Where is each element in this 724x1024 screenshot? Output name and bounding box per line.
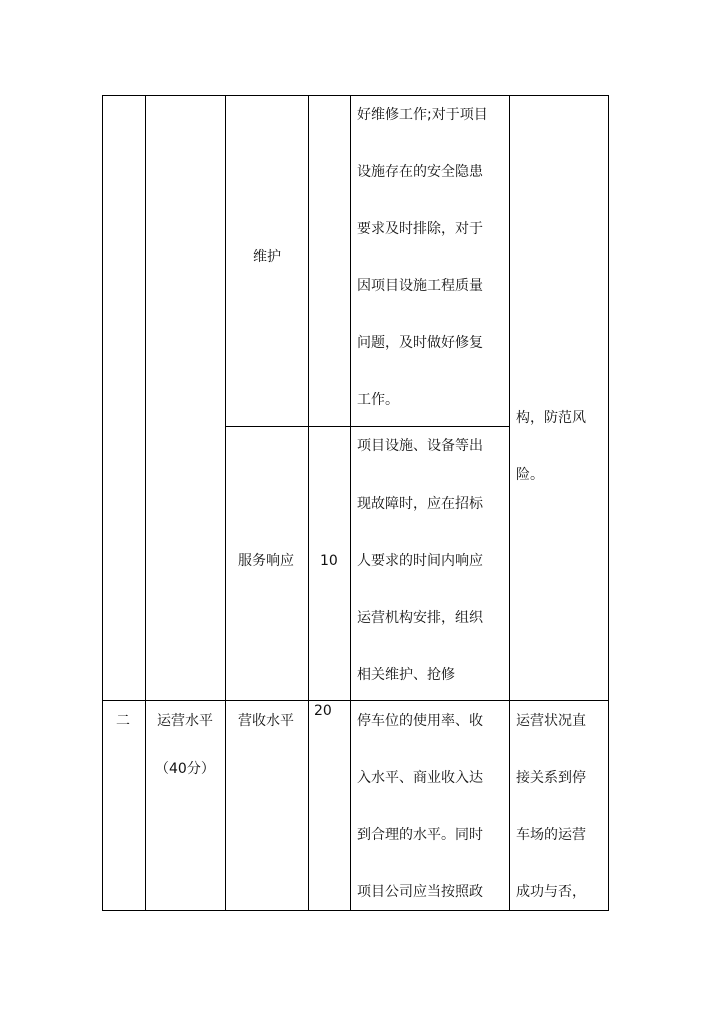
service-description-line-2: 现故障时，应在招标 — [357, 496, 483, 512]
operation-remark-line-4: 成功与否， — [516, 884, 586, 900]
score-revenue-level: 20 — [314, 703, 332, 719]
remark-upper-line-2: 险。 — [516, 467, 544, 483]
table-bottom-border — [102, 910, 609, 911]
row-divider-section-two — [102, 700, 609, 701]
remark-upper-line-1: 构，防范风 — [516, 410, 586, 426]
column-divider-3 — [308, 95, 309, 911]
row-divider-maintenance-service — [225, 426, 509, 427]
service-description-line-1: 项目设施、设备等出 — [357, 438, 483, 454]
operation-description-line-4: 项目公司应当按照政 — [357, 884, 483, 900]
table-right-border — [608, 95, 609, 911]
operation-description-line-2: 入水平、商业收入达 — [357, 770, 483, 786]
operation-description-line-3: 到合理的水平。同时 — [357, 827, 483, 843]
item-revenue-level: 营收水平 — [238, 713, 294, 729]
service-description-line-3: 人要求的时间内响应 — [357, 553, 483, 569]
score-service-response: 10 — [320, 553, 338, 569]
maintenance-description-line-5: 问题，及时做好修复 — [357, 335, 483, 351]
item-maintenance: 维护 — [253, 249, 281, 265]
service-description-line-4: 运营机构安排，组织 — [357, 610, 483, 626]
column-divider-5 — [509, 95, 510, 911]
operation-remark-line-2: 接关系到停 — [516, 770, 586, 786]
maintenance-description-line-3: 要求及时排除，对于 — [357, 221, 483, 237]
column-divider-1 — [145, 95, 146, 911]
column-divider-4 — [350, 95, 351, 911]
service-description-line-5: 相关维护、抢修 — [357, 667, 455, 683]
table-top-border — [102, 95, 609, 96]
maintenance-description-line-4: 因项目设施工程质量 — [357, 278, 483, 294]
category-line-1: 运营水平 — [157, 713, 213, 729]
operation-description-line-1: 停车位的使用率、收 — [357, 713, 483, 729]
section-index: 二 — [116, 713, 130, 729]
table-left-border — [102, 95, 103, 911]
maintenance-description-line-2: 设施存在的安全隐患 — [357, 164, 483, 180]
column-divider-2 — [225, 95, 226, 911]
operation-remark-line-3: 车场的运营 — [516, 827, 586, 843]
operation-remark-line-1: 运营状况直 — [516, 713, 586, 729]
item-service-response: 服务响应 — [238, 553, 294, 569]
category-line-2: （40分） — [155, 761, 215, 777]
maintenance-description-line-6: 工作。 — [357, 392, 399, 408]
maintenance-description-line-1: 好维修工作;对于项目 — [357, 107, 488, 123]
